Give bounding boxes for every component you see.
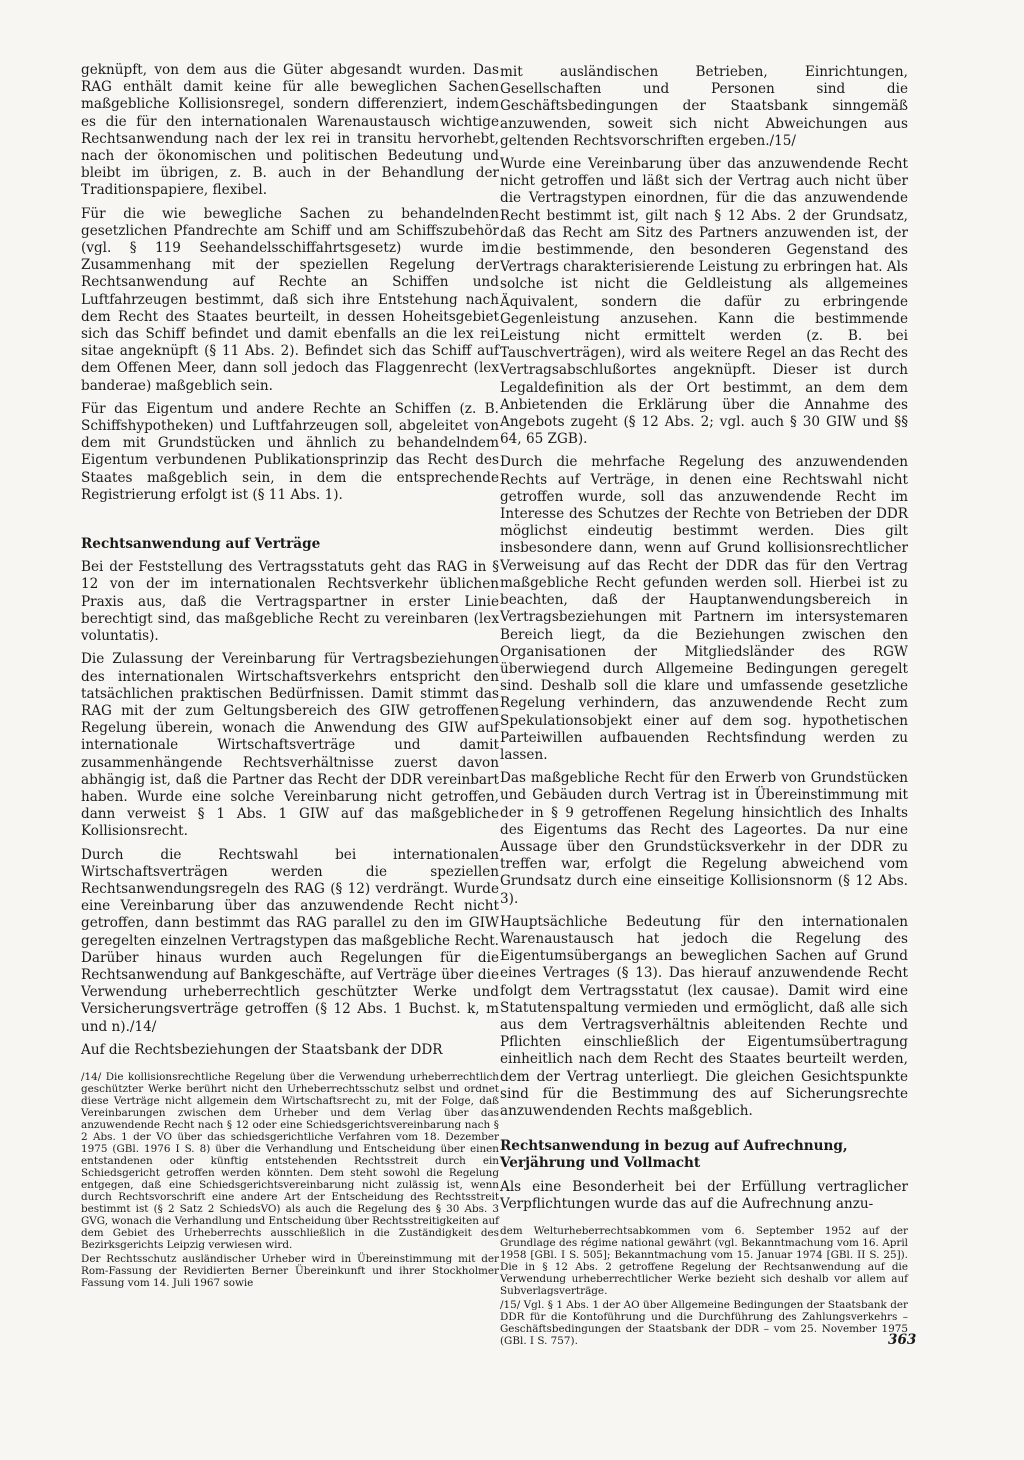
footnote-14: /14/ Die kollisionsrechtliche Regelung über die Verwendung urheberrechtlich geschützter Werke berührt nicht den Urheberrechtsschutz selbst und ordnet diese Verträge nicht allgemein dem Wirtschaftsrecht zu, mit der Folge, daß Vereinbarungen zwischen dem Urheber und dem Verlag über das anzuwendende Recht nach § 12 oder eine Schiedsgerichtsvereinbarung nach § 2 Abs. 1 der VO über das schiedsgerichtliche Verfahren vom 18. Dezember 1975 (GBl. 1976 I S. 8) über die Verhandlung und Entscheidung über einen entstandenen oder künftig entstehenden Rechtsstreit durch ein Schiedsgericht getroffen werden könnten. Dem steht sowohl die Regelung entgegen, daß eine Schiedsgerichtsvereinbarung nicht zulässig ist, wenn durch Rechtsvorschrift eine andere Art der Entscheidung des Rechtsstreit bestimmt ist (§ 2 Satz 2 SchiedsVO) als auch die Regelung des § 30 Abs. 3 GVG, wonach die Verhandlung und Entscheidung über Rechtsstreitigkeiten auf dem Gebiet des Urheberrechts ausschließlich in die Zuständigkeit des Bezirksgerichts Leipzig verwiesen wird. [81, 1070, 499, 1251]
paragraph: Die Zulassung der Vereinbarung für Vertragsbeziehungen des internationalen Wirtschaftsverkehrs entspricht den tatsächlichen praktischen Bedürfnissen. Damit stimmt das RAG mit der zum Geltungsbereich des GIW getroffenen Regelung überein, wonach die Anwendung des GIW auf internationale Wirtschaftsverträge und damit zusammenhängende Rechtsverhältnisse zuerst davon abhängig ist, daß die Partner das Recht der DDR vereinbart haben. Wurde eine solche Vereinbarung nicht getroffen, dann verweist § 1 Abs. 1 GIW auf das maßgebliche Kollisionsrecht. [81, 651, 499, 840]
page-number: 363 [888, 1332, 917, 1348]
paragraph: geknüpft, von dem aus die Güter abgesandt wurden. Das RAG enthält damit keine für alle beweglichen Sachen maßgebliche Kollisionsregel, sondern differenziert, indem es die für den internationalen Warenaustausch wichtige Rechtsanwendung nach der lex rei in transitu hervorhebt, nach der ökonomischen und politischen Bedeutung und bleibt im übrigen, z. B. auch in der Behandlung der Traditionspapiere, flexibel. [81, 62, 499, 199]
section-heading [500, 1138, 908, 1172]
footnote-15: /15/ Vgl. § 1 Abs. 1 der AO über Allgemeine Bedingungen der Staatsbank der DDR für die Kontoführung und die Durchführung des Zahlungsverkehrs – Geschäftsbedingungen der Staatsbank der DDR – vom 25. November 1975 (GBl. I S. 757). [500, 1299, 908, 1347]
paragraph: Durch die Rechtswahl bei internationalen Wirtschaftsverträgen werden die speziellen Rechtsanwendungsregeln des RAG (§ 12) verdrängt. Wurde eine Vereinbarung über das anzuwendende Recht nicht getroffen, dann bestimmt das RAG parallel zu den im GIW geregelten einzelnen Vertragstypen das maßgebliche Recht. Darüber hinaus wurden auch Regelungen für die Rechtsanwendung auf Bankgeschäfte, auf Verträge über die Verwendung urheberrechtlich geschützter Werke und Versicherungsverträge getroffen (§ 12 Abs. 1 Buchst. k, m und n)./14/ [81, 846, 499, 1035]
paragraph: Auf die Rechtsbeziehungen der Staatsbank der DDR [81, 1041, 443, 1058]
paragraph: Als eine Besonderheit bei der Erfüllung vertraglicher Verpflichtungen wurde das auf die Aufrechnung anzu- [500, 1178, 908, 1212]
section-heading-line: Verjährung und Vollmacht [500, 1155, 701, 1172]
paragraph: Bei der Feststellung des Vertragsstatuts geht das RAG in § 12 von der im internationalen Rechtsverkehr üblichen Praxis aus, daß die Vertragspartner in erster Linie berechtigt sind, das maßgebliche Recht zu vereinbaren (lex voluntatis). [81, 559, 499, 645]
paragraph: Hauptsächliche Bedeutung für den internationalen Warenaustausch hat jedoch die Regelung des Eigentumsübergangs an beweglichen Sachen auf Grund eines Vertrages (§ 13). Das hierauf anzuwendende Recht folgt dem Vertragsstatut (lex causae). Damit wird eine Statutenspaltung vermieden und ermöglicht, daß alle sich aus dem Vertragsverhältnis ableitenden Rechte und Pflichten einschließlich der Eigentumsübertragung einheitlich nach dem Recht des Staates beurteilt werden, dem der Vertrag unterliegt. Die gleichen Gesichtspunkte sind für die Bestimmung des auf Sicherungsrechte anzuwendenden Rechts maßgeblich. [500, 913, 908, 1119]
footnote-block [81, 1071, 499, 1289]
paragraph: Durch die mehrfache Regelung des anzuwendenden Rechts auf Verträge, in denen eine Rechtswahl nicht getroffen wurde, soll das anzuwendende Recht im Interesse des Schutzes der Rechte von Betrieben der DDR möglichst eindeutig bestimmt werden. Dies gilt insbesondere dann, wenn auf Grund kollisionsrechtlicher Verweisung auf das Recht der DDR das für den Vertrag maßgebliche Recht gefunden werden soll. Hierbei ist zu beachten, daß der Hauptanwendungsbereich in Vertragsbeziehungen mit Partnern im intersystemaren Bereich liegt, da die Beziehungen zwischen den Organisationen der Mitgliedsländer des RGW überwiegend durch Allgemeine Bedingungen geregelt sind. Deshalb soll die klare und umfassende gesetzliche Regelung verhindern, das anzuwendende Recht zum Spekulationsobjekt einer auf dem sog. hypothetischen Parteiwillen aufbauenden Rechtsfindung werden zu lassen. [500, 454, 908, 763]
footnote-14-continued: dem Welturheberrechtsabkommen vom 6. September 1952 auf der Grundlage des régime national gewährt (vgl. Bekanntmachung vom 16. April 1958 [GBl. I S. 505]; Bekanntmachung vom 15. Januar 1974 [GBl. II S. 25]). Die in § 12 Abs. 2 getroffene Regelung der Rechtsanwendung auf die Verwendung urheberrechtlicher Werke bezieht sich deshalb vor allem auf Subverlagsverträge. [500, 1225, 908, 1297]
footnote-block [500, 1225, 908, 1347]
paragraph: mit ausländischen Betrieben, Einrichtungen, Gesellschaften und Personen sind die Geschäftsbedingungen der Staatsbank sinngemäß anzuwenden, soweit sich nicht Abweichungen aus geltenden Rechtsvorschriften ergeben./15/ [500, 64, 908, 149]
paragraph: Für das Eigentum und andere Rechte an Schiffen (z. B. Schiffshypotheken) und Luftfahrzeugen soll, abgeleitet von dem mit Grundstücken und ähnlich zu behandelndem Eigentum verbundenen Publikationsprinzip das Recht des Staates maßgeblich sein, in dem die entsprechende Registrierung erfolgt ist (§ 11 Abs. 1). [81, 400, 499, 503]
footnote-14-continued: Der Rechtsschutz ausländischer Urheber wird in Übereinstimmung mit der Rom-Fassung der Revidierten Berner Übereinkunft und ihrer Stockholmer Fassung vom 14. Juli 1967 sowie [81, 1252, 499, 1289]
right-column [500, 64, 908, 1349]
section-heading: Rechtsanwendung auf Verträge [81, 536, 321, 553]
paragraph: Für die wie bewegliche Sachen zu behandelnden gesetzlichen Pfandrechte am Schiff und am Schiffszubehör (vgl. § 119 Seehandelsschiffahrtsgesetz) wurde im Zusammenhang mit der speziellen Regelung der Rechtsanwendung auf Rechte an Schiffen und Luftfahrzeugen bestimmt, daß sich ihre Entstehung nach dem Recht des Staates beurteilt, in dessen Hoheitsgebiet sich das Schiff befindet und damit ebenfalls an die lex rei sitae angeknüpft (§ 11 Abs. 2). Befindet sich das Schiff auf dem Offenen Meer, dann soll jedoch das Flaggenrecht (lex banderae) maßgeblich sein. [81, 205, 499, 394]
left-column [81, 62, 499, 1291]
paragraph: Das maßgebliche Recht für den Erwerb von Grundstücken und Gebäuden durch Vertrag ist in Übereinstimmung mit der in § 9 getroffenen Regelung hinsichtlich des Inhalts des Eigentums das Recht des Lageortes. Da nur eine Aussage über den Grundstücksverkehr in der DDR zu treffen war, erfolgt die Regelung abweichend vom Grundsatz durch eine einseitige Kollisionsnorm (§ 12 Abs. 3). [500, 770, 908, 907]
paragraph: Wurde eine Vereinbarung über das anzuwendende Recht nicht getroffen und läßt sich der Vertrag auch nicht über die Vertragstypen einordnen, für die das anzuwendende Recht bestimmt ist, gilt nach § 12 Abs. 2 der Grundsatz, daß das Recht am Sitz des Partners anzuwenden ist, der die bestimmende, den besonderen Gegenstand des Vertrags charakterisierende Leistung zu erbringen hat. Als solche ist nicht die Geldleistung als allgemeines Äquivalent, sondern die dafür zu erbringende Gegenleistung anzusehen. Kann die bestimmende Leistung nicht ermittelt werden (z. B. bei Tauschverträgen), wird als weitere Regel an das Recht des Vertragsabschlußortes angeknüpft. Dieser ist durch Legaldefinition als der Ort bestimmt, an dem dem Anbietenden die Erklärung über die Annahme des Angebots zugeht (§ 12 Abs. 2; vgl. auch § 30 GIW und §§ 64, 65 ZGB). [500, 156, 908, 448]
section-heading-line: Rechtsanwendung in bezug auf Aufrechnung, [500, 1138, 848, 1155]
